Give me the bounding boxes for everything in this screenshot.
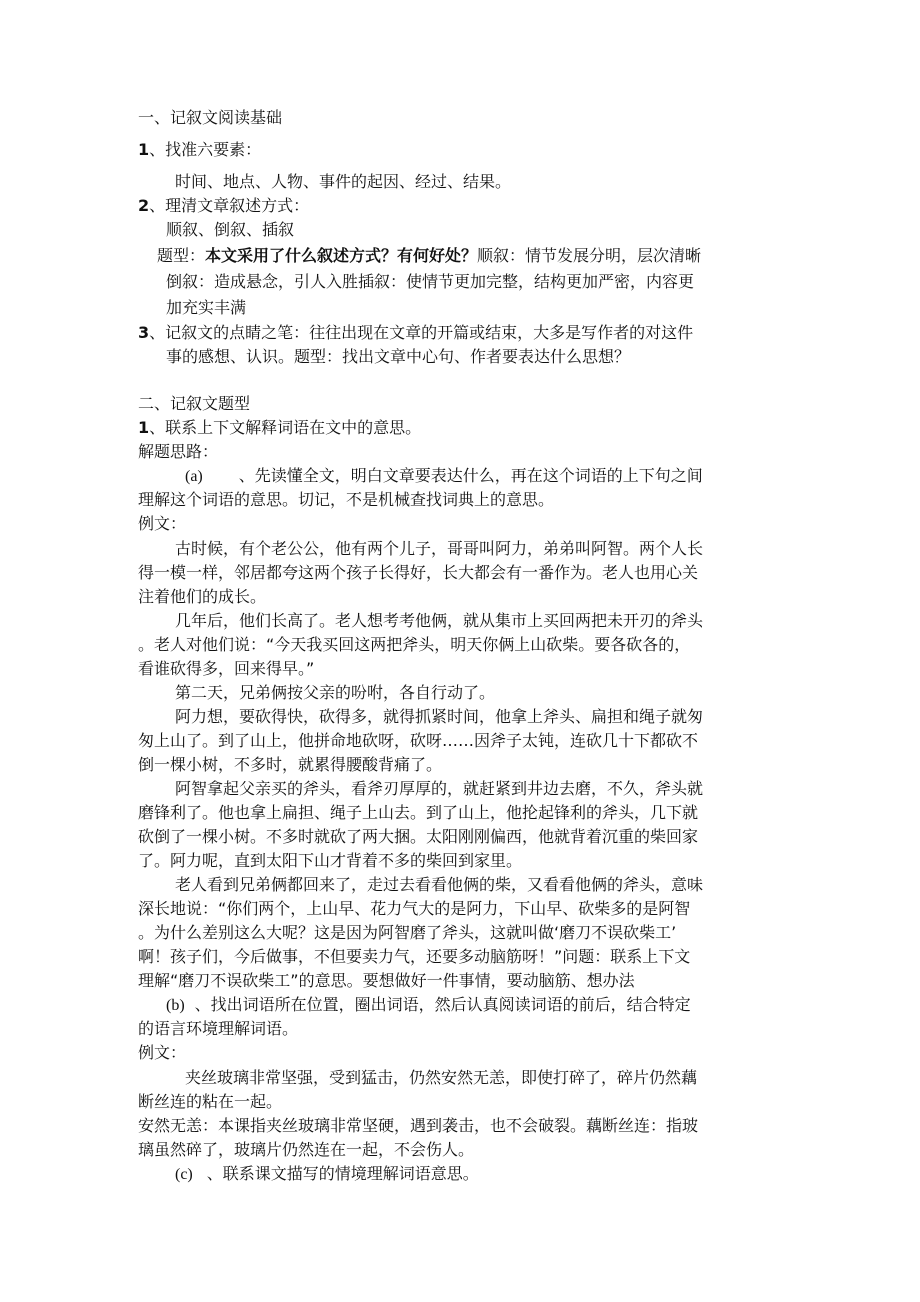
question-type-line [157, 244, 701, 268]
question-type-rest: 顺叙：情节发展分明，层次清晰 [477, 246, 702, 265]
story-line: 阿力想，要砍得快，砍得多，就得抓紧时间，他拿上斧头、扁担和绳子就匆 [175, 707, 704, 726]
story-line: 砍倒了一棵小树。不多时就砍了两大捆。太阳刚刚偏西，他就背着沉重的柴回家 [138, 827, 699, 846]
item-number: 1 [138, 140, 150, 159]
section1-heading: 一、记叙文阅读基础 [138, 108, 283, 127]
item-number: 3 [138, 323, 150, 342]
story-line: 几年后，他们长高了。老人想考考他俩，就从集市上买回两把未开刃的斧头 [175, 611, 704, 630]
story-line: 深长地说：“你们两个，上山早、花力气大的是阿力，下山早、砍柴多的是阿智 [138, 899, 691, 918]
story-line: 啊！孩子们，今后做事，不但要卖力气，还要多动脑筋呀！”问题：联系上下文 [138, 947, 691, 966]
story-line: 了。阿力呢，直到太阳下山才背着不多的柴回到家里。 [138, 851, 523, 870]
question-type-bold: 本文采用了什么叙述方式？有何好处？ [205, 246, 478, 265]
method-a-line1 [185, 464, 703, 489]
method-b-text: 、找出词语所在位置，圈出词语，然后认真阅读词语的前后，结合特定 [194, 995, 691, 1014]
method-c-line [175, 1162, 479, 1187]
story-line: 第二天，兄弟俩按父亲的吩咐，各自行动了。 [175, 683, 496, 702]
story-line: 阿智拿起父亲买的斧头，看斧刃厚厚的，就赶紧到井边去磨，不久，斧头就 [175, 779, 704, 798]
item-title: 、理清文章叙述方式： [149, 196, 310, 215]
explain-line: 安然无恙：本课指夹丝玻璃非常坚硬，遇到袭击，也不会破裂。藕断丝连：指玻 [138, 1116, 699, 1135]
narration-options: 顺叙、倒叙、插叙 [166, 220, 295, 239]
story-line: 。为什么差别这么大呢？这是因为阿智磨了斧头，这就叫做‘磨刀不误砍柴工’ [138, 923, 677, 942]
six-elements: 时间、地点、人物、事件的起因、经过、结果。 [175, 172, 512, 191]
method-a-text: 、先读懂全文，明白文章要表达什么，再在这个词语的上下句之间 [238, 466, 703, 485]
question-type-label: 题型： [157, 246, 206, 265]
glass-line: 断丝连的粘在一起。 [138, 1092, 283, 1111]
story-line: 古时候，有个老公公，他有两个儿子，哥哥叫阿力，弟弟叫阿智。两个人长 [175, 539, 704, 558]
method-b-marker: (b) [166, 997, 185, 1014]
narration-effects-cont: 加充实丰满 [166, 298, 247, 317]
approach-label: 解题思路： [138, 442, 219, 461]
section2-item1 [138, 416, 421, 440]
story-line: 匆上山了。到了山上，他拼命地砍呀，砍呀……因斧子太钝，连砍几十下都砍不 [138, 731, 699, 750]
section2-heading: 二、记叙文题型 [138, 394, 251, 413]
story-line: 理解“磨刀不误砍柴工”的意思。要想做好一件事情，要动脑筋、想办法 [138, 971, 635, 990]
story-line: 注着他们的成长。 [138, 587, 267, 606]
item3-line2: 事的感想、认识。题型：找出文章中心句、作者要表达什么思想？ [166, 347, 631, 366]
section1-item2 [138, 194, 309, 218]
method-a-line2: 理解这个词语的意思。切记，不是机械查找词典上的意思。 [138, 490, 555, 509]
section1-item3 [138, 321, 693, 345]
story-line: 老人看到兄弟俩都回来了，走过去看看他俩的柴，又看看他俩的斧头，意味 [175, 875, 704, 894]
explain-line: 璃虽然碎了，玻璃片仍然连在一起，不会伤人。 [138, 1140, 475, 1159]
item-title: 、找准六要素： [149, 140, 262, 159]
item-number: 1 [138, 418, 150, 437]
narration-effects: 倒叙：造成悬念，引人入胜插叙：使情节更加完整，结构更加严密，内容更 [166, 272, 695, 291]
item-title: 、联系上下文解释词语在文中的意思。 [149, 418, 422, 437]
example-label: 例文： [138, 1043, 187, 1062]
story-line: 。老人对他们说：“今天我买回这两把斧头，明天你俩上山砍柴。要各砍各的， [138, 635, 691, 654]
story-line: 看谁砍得多，回来得早。” [138, 659, 315, 678]
item-number: 2 [138, 196, 150, 215]
method-b-line1 [166, 993, 691, 1018]
method-c-marker: (c) [175, 1166, 193, 1183]
story-line: 得一模一样，邻居都夸这两个孩子长得好，长大都会有一番作为。老人也用心关 [138, 563, 699, 582]
example-label: 例文： [138, 514, 187, 533]
method-a-marker: (a) [185, 468, 203, 485]
story-line: 倒一棵小树，不多时，就累得腰酸背痛了。 [138, 755, 443, 774]
section1-item1 [138, 138, 261, 162]
story-line: 磨锋利了。他也拿上扁担、绳子上山去。到了山上，他抡起锋利的斧头，几下就 [138, 803, 699, 822]
glass-line: 夹丝玻璃非常坚强，受到猛击，仍然安然无恙，即使打碎了，碎片仍然藕 [185, 1068, 698, 1087]
method-b-line2: 的语言环境理解词语。 [138, 1019, 299, 1038]
item3-line1: 、记叙文的点睛之笔：往往出现在文章的开篇或结束，大多是写作者的对这件 [149, 323, 694, 342]
method-c-text: 、联系课文描写的情境理解词语意思。 [206, 1164, 479, 1183]
